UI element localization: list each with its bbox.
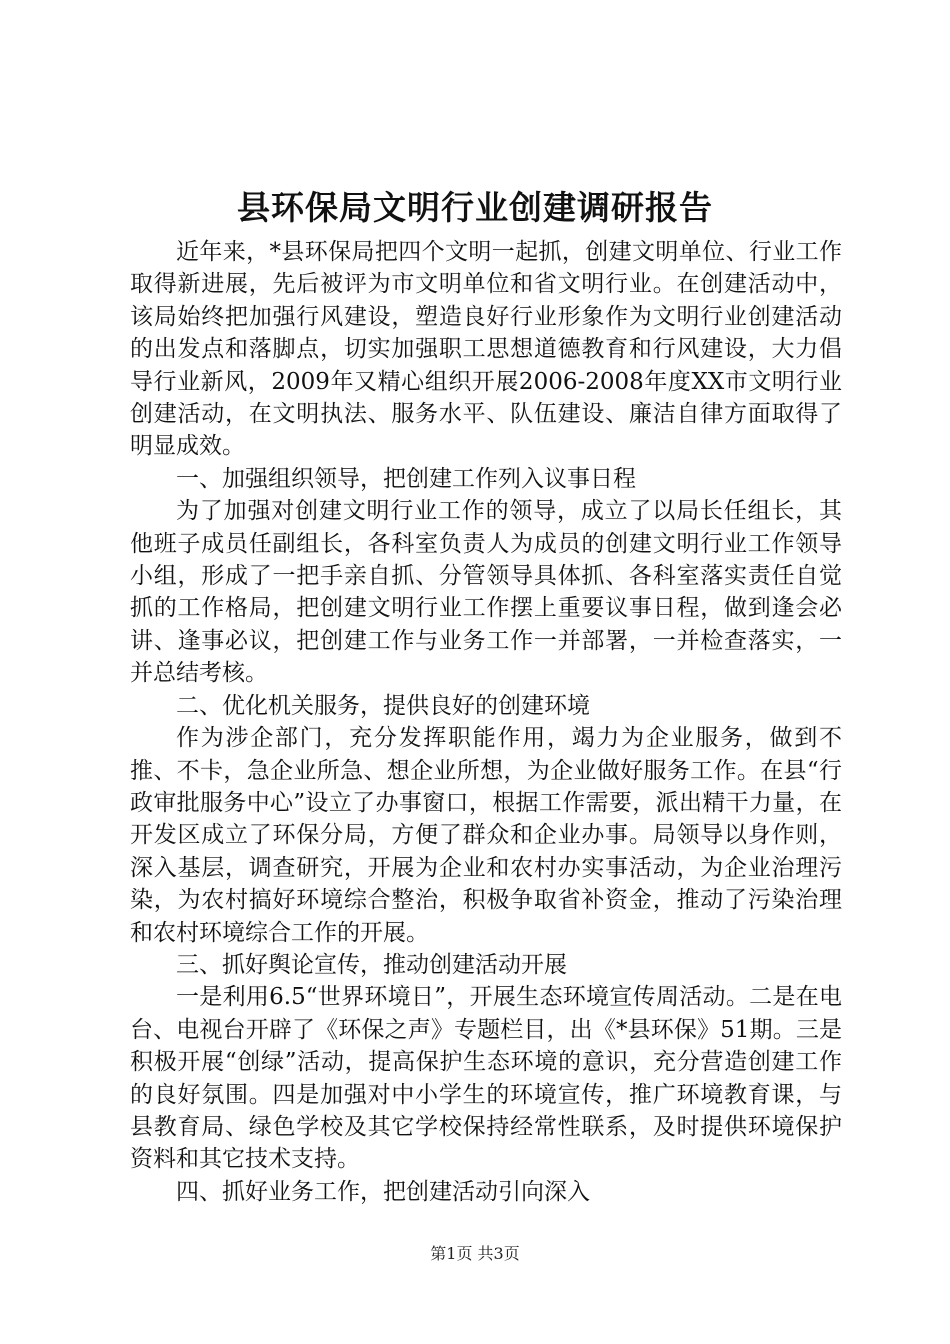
paragraph-section-2: 作为涉企部门，充分发挥职能作用，竭力为企业服务，做到不推、不卡，急企业所急、想企业所想，为企业做好服务工作。在县“行政审批服务中心”设立了办事窗口，根据工作需要，派出精干力量，在开发区成立了环保分局，方便了群众和企业办事。局领导以身作则，深入基层，调查研究，开展为企业和农村办实事活动，为企业治理污染，为农村搞好环境综合整治，积极争取省补资金，推动了污染治理和农村环境综合工作的开展。: [130, 725, 842, 946]
document-body: [130, 236, 842, 1208]
paragraph-section-1: 为了加强对创建文明行业工作的领导，成立了以局长任组长，其他班子成员任副组长，各科室负责人为成员的创建文明行业工作领导小组，形成了一把手亲自抓、分管领导具体抓、各科室落实责任自觉抓的工作格局，把创建文明行业工作摆上重要议事日程，做到逢会必讲、逢事必议，把创建工作与业务工作一并部署，一并检查落实，一并总结考核。: [130, 498, 842, 687]
page-footer: 第1页 共3页: [430, 1244, 520, 1263]
section-heading-4: 四、抓好业务工作，把创建活动引向深入: [176, 1178, 590, 1205]
paragraph-intro: 近年来，*县环保局把四个文明一起抓，创建文明单位、行业工作取得新进展，先后被评为市文明单位和省文明行业。在创建活动中，该局始终把加强行风建设，塑造良好行业形象作为文明行业创建活动的出发点和落脚点，切实加强职工思想道德教育和行风建设，大力倡导行业新风，2009年又精心组织开展2006-2008年度XX市文明行业创建活动，在文明执法、服务水平、队伍建设、廉洁自律方面取得了明显成效。: [130, 239, 842, 460]
paragraph-section-3: 一是利用6.5“世界环境日”，开展生态环境宣传周活动。二是在电台、电视台开辟了《环保之声》专题栏目，出《*县环保》51期。三是积极开展“创绿”活动，提高保护生态环境的意识，充分营造创建工作的良好氛围。四是加强对中小学生的环境宣传，推广环境教育课，与县教育局、绿色学校及其它学校保持经常性联系，及时提供环境保护资料和其它技术支持。: [130, 984, 842, 1173]
section-heading-1: 一、加强组织领导，把创建工作列入议事日程: [176, 465, 636, 492]
section-heading-2: 二、优化机关服务，提供良好的创建环境: [176, 692, 590, 719]
section-heading-3: 三、抓好舆论宣传，推动创建活动开展: [176, 951, 567, 978]
document-title: 县环保局文明行业创建调研报告: [237, 188, 713, 227]
